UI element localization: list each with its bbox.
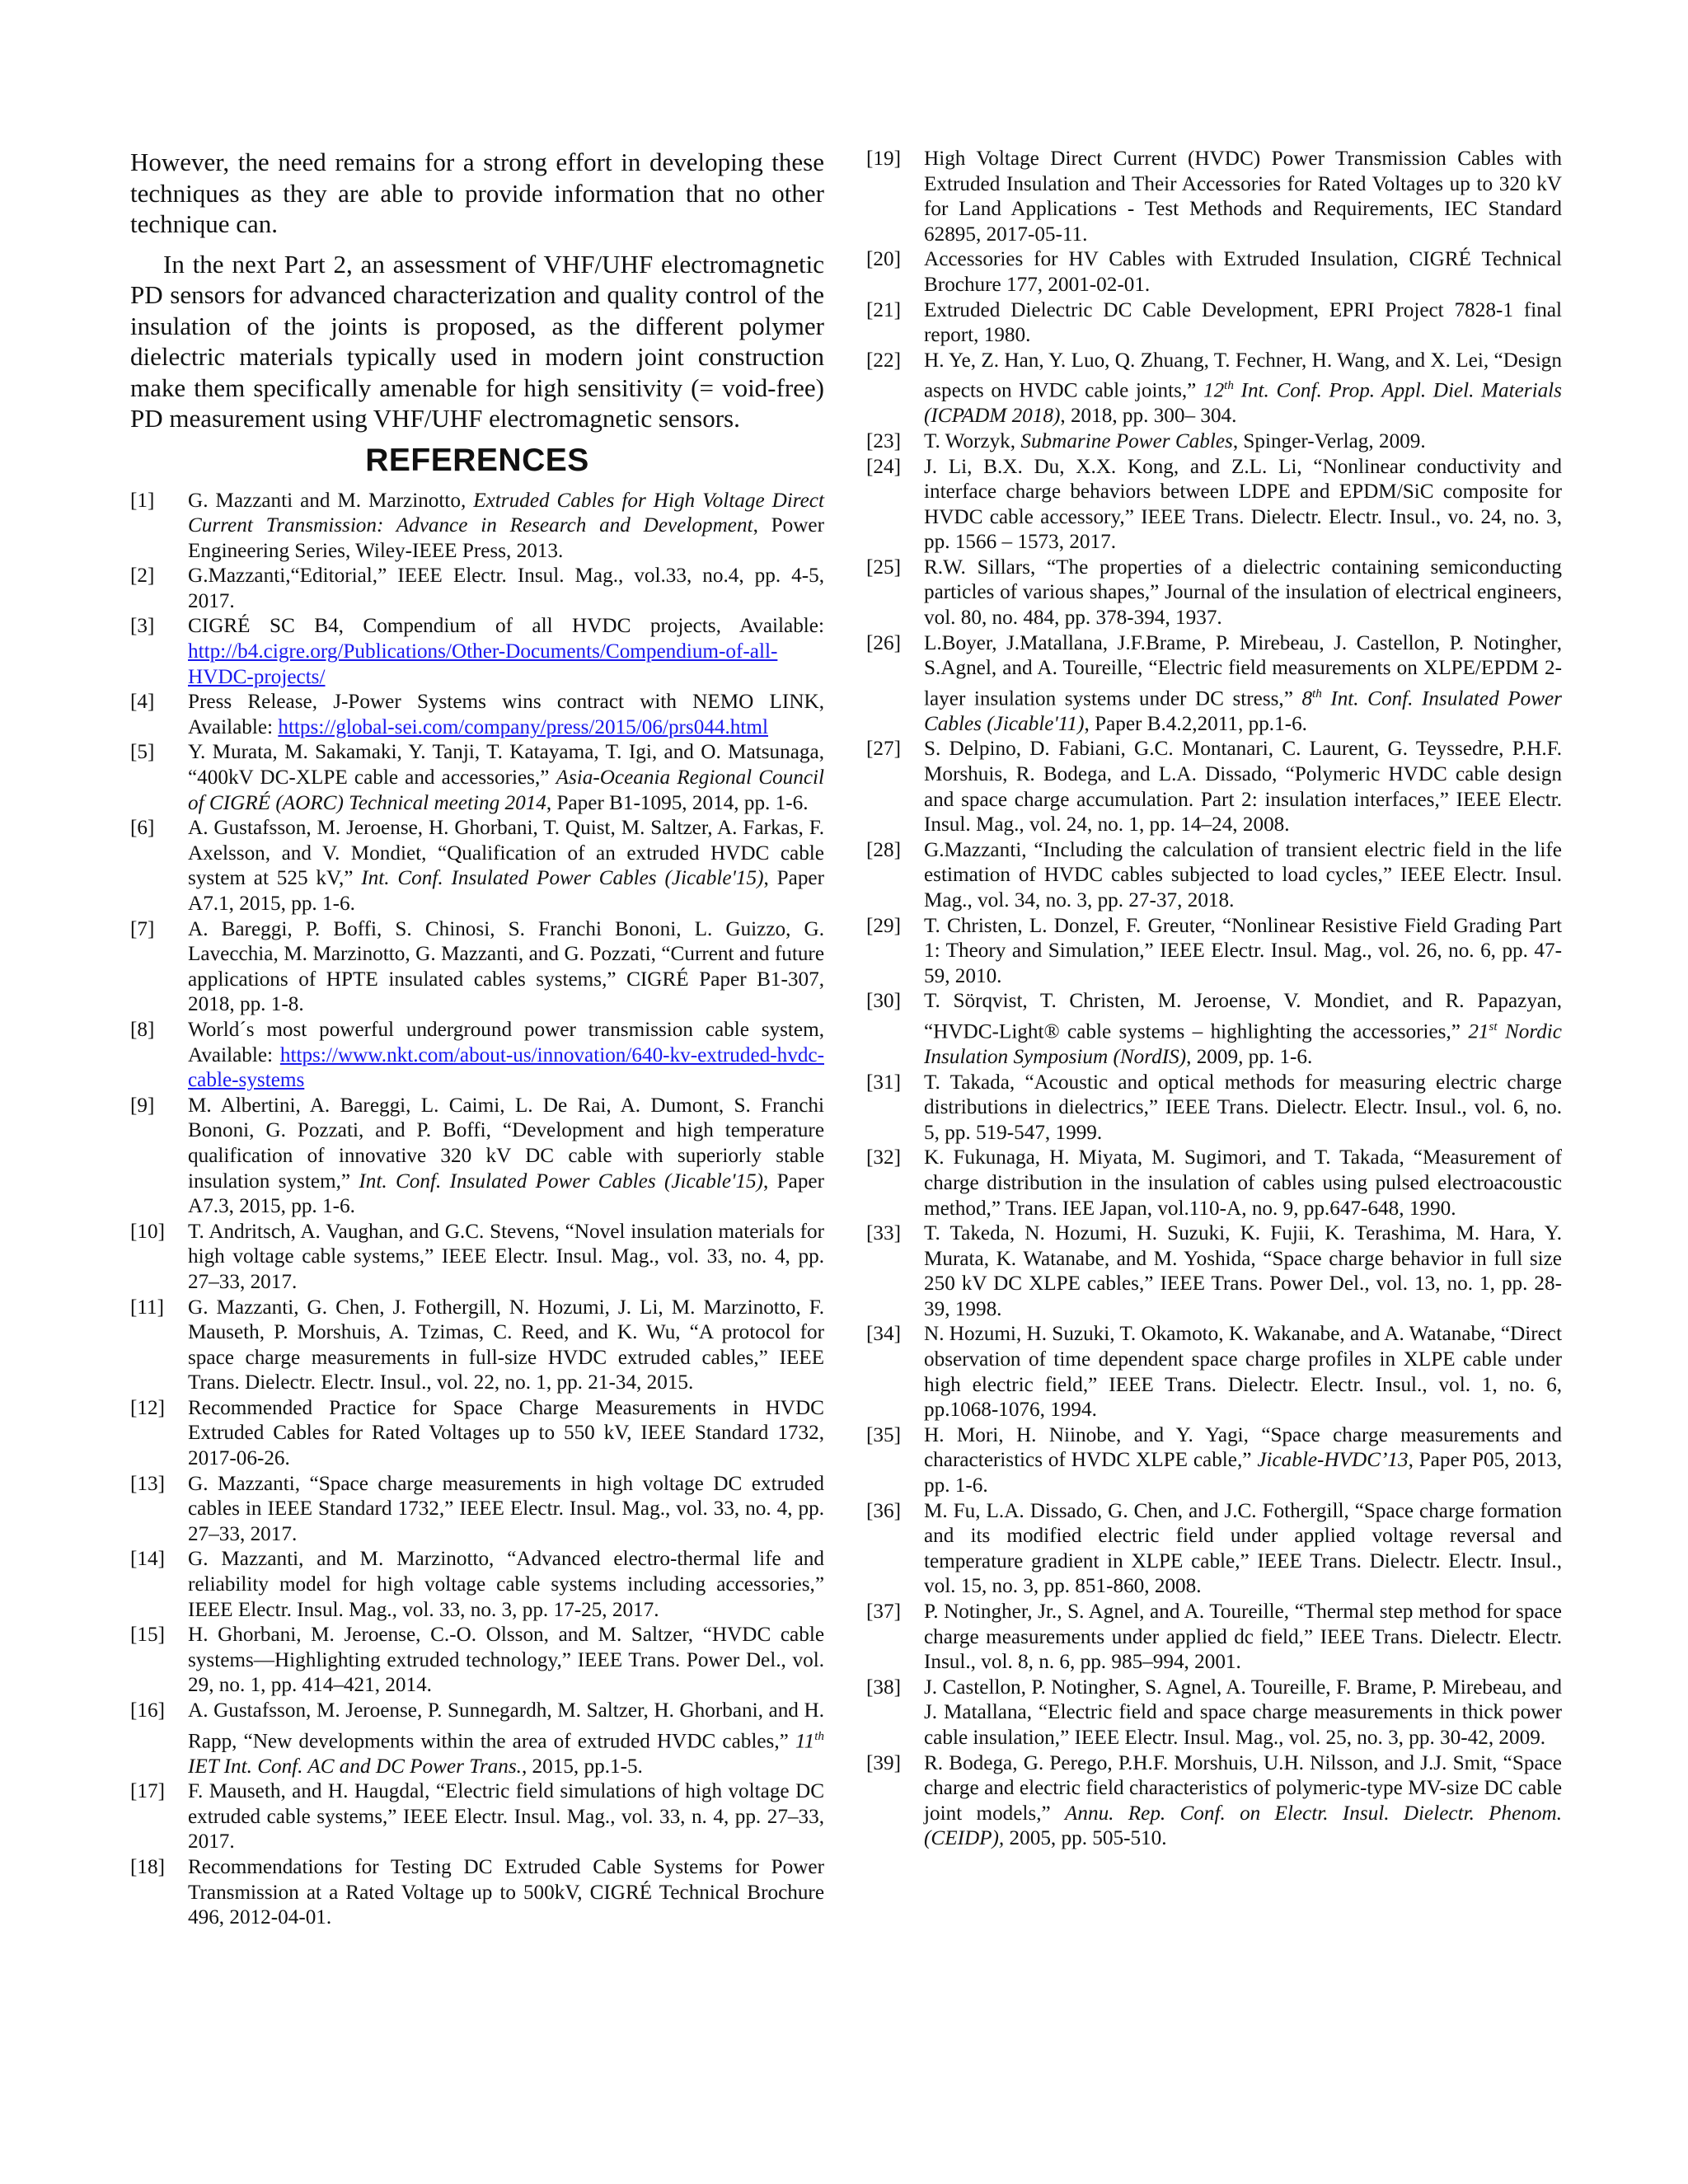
body-paragraph: However, the need remains for a strong effort in developing these techniques as they are able to provide information that no other technique can.	[130, 148, 824, 238]
reference-text	[924, 1423, 1562, 1499]
reference-fragment: H. Ghorbani, M. Jeroense, C.-O. Olsson, and M. Saltzer, “HVDC cable systems—Highlighting extruded technology,” IEEE Trans. Power Del., vol. 29, no. 1, pp. 414–421, 2014.	[188, 1624, 824, 1697]
italic-text: 8	[1301, 687, 1313, 710]
left-column	[130, 147, 824, 1931]
reference-fragment: M. Albertini, A. Bareggi, L. Caimi, L. De Rai, A. Dumont, S. Franchi Bononi, G. Pozzati, and P. Boffi, “Development and high temperature qualification of innovative 320 kV DC cable with superiorly stable insulation system,”	[188, 1094, 824, 1193]
reference-text	[924, 1675, 1562, 1751]
reference-text	[188, 740, 824, 816]
reference-text	[188, 917, 824, 1018]
reference-text	[924, 1600, 1562, 1675]
body-paragraph: In the next Part 2, an assessment of VHF/UHF electromagnetic PD sensors for advanced characterization and quality control of the insulation of the joints is proposed, as the different polymer dielectric materials typically used in modern joint construction make them specifically amenable for high sensitivity (= void-free) PD measurement using VHF/UHF electromagnetic sensors.	[130, 249, 824, 433]
reference-item	[866, 989, 1562, 1070]
reference-number: [21]	[866, 298, 901, 321]
reference-text	[188, 1623, 824, 1699]
reference-fragment: G. Mazzanti and M. Marzinotto	[188, 489, 461, 512]
reference-text	[924, 1751, 1562, 1852]
reference-fragment: J. Li, B.X. Du, X.X. Kong, and Z.L. Li, “Nonlinear conductivity and interface charge behaviors between LDPE and EPDM/SiC composite for HVDC cable accessory,” IEEE Trans. Dielectr. Electr. Insul., vo. 24, no. 3, pp. 1566 – 1573, 2017.	[924, 455, 1562, 554]
italic-text: Int. Conf. Insulated Power Cables (Jicable'11)	[924, 687, 1562, 735]
italic-text: , Extruded Cables for High Voltage Direct Current Transmission: Advance in Research and Development	[188, 489, 824, 537]
reference-text	[188, 1396, 824, 1472]
reference-number: [30]	[866, 990, 901, 1013]
reference-number: [22]	[866, 349, 901, 372]
reference-number: [7]	[130, 917, 155, 940]
reference-fragment: J. Castellon, P. Notingher, S. Agnel, A. Toureille, F. Brame, P. Mirebeau, and J. Matallana, “Electric field and space charge measurements in thick power cable insulation,” IEEE Electr. Insul. Mag., vol. 25, no. 3, pp. 30-42, 2009.	[924, 1675, 1562, 1749]
reference-text	[188, 1855, 824, 1931]
reference-fragment: T. Andritsch, A. Vaughan, and G.C. Stevens, “Novel insulation materials for high voltage cable systems,” IEEE Electr. Insul. Mag., vol. 33, no. 4, pp. 27–33, 2017.	[188, 1220, 824, 1293]
reference-text	[924, 989, 1562, 1070]
references-heading: REFERENCES	[365, 442, 589, 478]
reference-fragment: , Spinger-Verlag, 2009.	[1232, 429, 1426, 452]
reference-fragment: F. Mauseth, and H. Haugdal, “Electric field simulations of high voltage DC extruded cable systems,” IEEE Electr. Insul. Mag., vol. 33, n. 4, pp. 27–33, 2017.	[188, 1780, 824, 1854]
reference-fragment: , Paper P05, 2013, pp. 1-6.	[924, 1449, 1563, 1497]
reference-text	[924, 247, 1562, 298]
reference-fragment: Extruded Dielectric DC Cable Development, EPRI Project 7828-1 final report, 1980.	[924, 298, 1562, 347]
reference-item	[130, 1094, 824, 1220]
reference-item	[130, 816, 824, 916]
reference-item	[130, 1396, 824, 1472]
italic-text: Int. Conf. Insulated Power Cables (Jicable'15)	[359, 1169, 764, 1193]
superscript: th	[1224, 379, 1234, 393]
reference-fragment: T. Sörqvist, T. Christen, M. Jeroense, V. Mondiet, and R. Papazyan, “HVDC-Light® cable systems – highlighting the accessories,”	[924, 990, 1562, 1043]
reference-item	[866, 1146, 1562, 1221]
reference-item	[130, 917, 824, 1018]
italic-text: 12	[1203, 379, 1225, 402]
reference-item	[130, 1699, 824, 1779]
reference-number: [25]	[866, 555, 901, 579]
reference-text	[924, 147, 1562, 247]
reference-number: [26]	[866, 631, 901, 654]
reference-fragment: G. Mazzanti, G. Chen, J. Fothergill, N. Hozumi, J. Li, M. Marzinotto, F. Mauseth, P. Morshuis, A. Tzimas, C. Reed, and K. Wu, “A protocol for space charge measurements in full-size HVDC extruded cables,” IEEE Trans. Dielectr. Electr. Insul., vol. 22, no. 1, pp. 21-34, 2015.	[188, 1296, 824, 1394]
reference-number: [6]	[130, 817, 155, 840]
italic-text: Nordic Insulation Symposium (NordIS)	[924, 1020, 1562, 1068]
reference-fragment: , 2018, pp. 300– 304.	[1060, 405, 1237, 428]
reference-fragment: Press Release, J-Power Systems wins contract with NEMO LINK, Available:	[188, 691, 824, 738]
superscript: th	[814, 1729, 824, 1743]
reference-fragment: G.Mazzanti, “Including the calculation of transient electric field in the life estimation of HVDC cables subjected to load cycles,” IEEE Electr. Insul. Mag., vol. 34, no. 3, pp. 27-37, 2018.	[924, 838, 1562, 912]
italic-text: IET Int. Conf. AC and DC Power Trans.	[188, 1755, 522, 1778]
italic-text: 21	[1468, 1020, 1489, 1043]
reference-text	[924, 914, 1562, 990]
reference-number: [9]	[130, 1094, 155, 1117]
reference-fragment: G. Mazzanti, and M. Marzinotto, “Advanced electro-thermal life and reliability model for high voltage cable systems including accessories,” IEEE Electr. Insul. Mag., vol. 33, no. 3, pp. 17-25, 2017.	[188, 1548, 824, 1621]
reference-number: [18]	[130, 1855, 165, 1878]
reference-fragment: H. Mori, H. Niinobe, and Y. Yagi, “Space charge measurements and characteristics of HVDC XLPE cable,”	[924, 1423, 1562, 1472]
reference-number: [11]	[130, 1296, 165, 1319]
italic-text: ,	[715, 615, 721, 638]
reference-text	[188, 1699, 824, 1779]
reference-text	[188, 690, 824, 740]
reference-text	[188, 614, 824, 690]
reference-fragment: T. Takeda, N. Hozumi, H. Suzuki, K. Fujii, K. Terashima, M. Hara, Y. Murata, K. Watanabe, and M. Yoshida, “Space charge behavior in full size 250 kV DC XLPE cables,” IEEE Trans. Power Del., vol. 13, no. 1, pp. 28-39, 1998.	[924, 1222, 1562, 1320]
reference-text	[924, 737, 1562, 837]
reference-fragment: , Paper B1-1095, 2014, pp. 1-6.	[546, 791, 809, 814]
reference-item	[866, 737, 1562, 837]
reference-item	[130, 1018, 824, 1094]
reference-text	[924, 838, 1562, 914]
reference-number: [1]	[130, 489, 155, 512]
reference-fragment: H. Ye, Z. Han, Y. Luo, Q. Zhuang, T. Fechner, H. Wang, and X. Lei, “Design aspects on HVDC cable joints,”	[924, 349, 1562, 402]
reference-fragment: G. Mazzanti, “Space charge measurements in high voltage DC extruded cables in IEEE Standard 1732,” IEEE Electr. Insul. Mag., vol. 33, no. 4, pp. 27–33, 2017.	[188, 1472, 824, 1545]
reference-fragment: R.W. Sillars, “The properties of a dielectric containing semiconducting particles of various shapes,” Journal of the insulation of electrical engineers, vol. 80, no. 484, pp. 378-394, 1937.	[924, 555, 1562, 630]
reference-number: [33]	[866, 1222, 901, 1245]
reference-number: [12]	[130, 1396, 165, 1419]
reference-item	[130, 1220, 824, 1296]
reference-number: [24]	[866, 455, 901, 478]
reference-text	[188, 1220, 824, 1296]
reference-fragment: Y. Murata, M. Sakamaki, Y. Tanji, T. Katayama, T. Igi, and O. Matsunaga, “400kV DC-XLPE cable and accessories,”	[188, 741, 824, 790]
reference-item	[866, 429, 1562, 455]
reference-fragment: A. Gustafsson, M. Jeroense, H. Ghorbani, T. Quist, M. Saltzer, A. Farkas, F. Axelsson, and V. Mondiet, “Qualification of an extruded HVDC cable system at 525 kV,”	[188, 817, 824, 890]
reference-item	[866, 455, 1562, 555]
reference-number: [36]	[866, 1499, 901, 1522]
reference-number: [37]	[866, 1601, 901, 1624]
italic-text: Asia-Oceania Regional Council of CIGRÉ (AORC) Technical meeting 2014	[188, 766, 825, 814]
reference-item	[866, 1600, 1562, 1675]
reference-item	[866, 1675, 1562, 1751]
reference-number: [27]	[866, 738, 901, 761]
reference-fragment: World´s most powerful underground power transmission cable system, Available:	[188, 1018, 824, 1066]
reference-item	[866, 1751, 1562, 1852]
reference-text	[188, 1779, 824, 1855]
reference-number: [39]	[866, 1751, 901, 1774]
reference-item	[130, 740, 824, 816]
reference-item	[866, 1423, 1562, 1499]
reference-fragment: Available:	[720, 615, 824, 638]
reference-fragment: T. Worzyk,	[924, 429, 1021, 452]
reference-fragment: T. Takada, “Acoustic and optical methods for measuring electric charge distributions in dielectrics,” IEEE Trans. Dielectr. Electr. Insul., vol. 6, no. 5, pp. 519-547, 1999.	[924, 1071, 1562, 1144]
reference-item	[866, 349, 1562, 429]
reference-fragment: High Voltage Direct Current (HVDC) Power Transmission Cables with Extruded Insulation and Their Accessories for Rated Voltages up to 320 kV for Land Applications - Test Methods and Requirements, IEC Standard 62895, 2017-05-11.	[924, 148, 1562, 246]
reference-text	[188, 1547, 824, 1623]
reference-item	[866, 1499, 1562, 1600]
reference-number: [31]	[866, 1071, 901, 1094]
reference-text	[924, 298, 1562, 349]
reference-item	[866, 247, 1562, 298]
reference-number: [28]	[866, 838, 901, 861]
reference-item	[130, 1855, 824, 1931]
reference-item	[130, 1296, 824, 1396]
italic-text: Submarine Power Cables	[1020, 429, 1233, 452]
reference-text	[924, 1322, 1562, 1422]
reference-number: [8]	[130, 1018, 155, 1041]
reference-fragment: , Paper A7.3, 2015, pp. 1-6.	[188, 1169, 824, 1218]
reference-number: [15]	[130, 1624, 165, 1647]
reference-fragment: R. Bodega, G. Perego, P.H.F. Morshuis, U.H. Nilsson, and J.J. Smit, “Space charge and electric field characteristics of polymeric-type MV-size DC cable joint models,”	[924, 1751, 1562, 1825]
reference-number: [32]	[866, 1146, 901, 1169]
reference-text	[924, 555, 1562, 631]
reference-item	[130, 489, 824, 565]
reference-item	[866, 298, 1562, 349]
italic-text: Int. Conf. Prop. Appl. Diel. Materials (ICPADM 2018)	[924, 379, 1562, 428]
reference-fragment: , 2009, pp. 1-6.	[1186, 1045, 1313, 1068]
reference-item	[130, 1547, 824, 1623]
reference-fragment: Accessories for HV Cables with Extruded Insulation, CIGRÉ Technical Brochure 177, 2001-02-01.	[924, 248, 1562, 296]
reference-fragment: CIGRÉ SC B4, Compendium of all HVDC projects	[188, 615, 716, 638]
reference-fragment: G.Mazzanti,“Editorial,” IEEE Electr. Insul. Mag., vol.33, no.4, pp. 4-5, 2017.	[188, 565, 824, 612]
reference-link[interactable]: http://b4.cigre.org/Publications/Other-Documents/Compendium-of-all-HVDC-projects/	[188, 640, 778, 688]
reference-fragment: M. Fu, L.A. Dissado, G. Chen, and J.C. Fothergill, “Space charge formation and its modified electric field under applied voltage reversal and temperature gradient in XLPE cable,” IEEE Trans. Dielectr. Electr. Insul., vol. 15, no. 3, pp. 851-860, 2008.	[924, 1499, 1562, 1598]
reference-item	[130, 1779, 824, 1855]
reference-item	[866, 838, 1562, 914]
reference-item	[866, 1071, 1562, 1146]
reference-number: [35]	[866, 1423, 901, 1446]
reference-text	[188, 1472, 824, 1548]
italic-text: 11	[795, 1729, 815, 1752]
reference-text	[924, 429, 1562, 455]
reference-number: [23]	[866, 429, 901, 452]
reference-item	[866, 914, 1562, 990]
reference-item	[130, 564, 824, 614]
reference-number: [2]	[130, 565, 155, 588]
reference-text	[188, 1296, 824, 1396]
reference-number: [38]	[866, 1675, 901, 1699]
reference-item	[130, 690, 824, 740]
reference-text	[188, 564, 824, 614]
reference-text	[924, 349, 1562, 429]
reference-fragment: N. Hozumi, H. Suzuki, T. Okamoto, K. Wakanabe, and A. Watanabe, “Direct observation of time dependent space charge profiles in XLPE cable under high electric field,” IEEE Trans. Dielectr. Electr. Insul., vol. 1, no. 6, pp.1068-1076, 1994.	[924, 1323, 1562, 1422]
reference-item	[866, 631, 1562, 738]
italic-text: Int. Conf. Insulated Power Cables (Jicable'15)	[361, 867, 764, 890]
superscript: th	[1312, 687, 1322, 701]
reference-fragment: L.Boyer, J.Matallana, J.F.Brame, P. Mirebeau, J. Castellon, P. Notingher, S.Agnel, and A. Toureille, “Electric field measurements on XLPE/EPDM 2-layer insulation systems under DC stress,”	[924, 631, 1562, 710]
reference-number: [20]	[866, 248, 901, 271]
reference-list	[866, 147, 1562, 1852]
reference-fragment: T. Christen, L. Donzel, F. Greuter, “Nonlinear Resistive Field Grading Part 1: Theory and Simulation,” IEEE Electr. Insul. Mag., vol. 26, no. 6, pp. 47-59, 2010.	[924, 914, 1562, 987]
reference-number: [34]	[866, 1323, 901, 1346]
reference-text	[924, 455, 1562, 555]
reference-item	[866, 147, 1562, 247]
reference-text	[924, 1221, 1562, 1322]
reference-text	[188, 816, 824, 916]
reference-fragment: Recommended Practice for Space Charge Measurements in HVDC Extruded Cables for Rated Voltages up to 550 kV, IEEE Standard 1732, 2017-06-26.	[188, 1396, 824, 1470]
reference-link[interactable]: https://global-sei.com/company/press/2015/06/prs044.html	[278, 715, 768, 738]
reference-text	[924, 1499, 1562, 1600]
reference-fragment: , 2015, pp.1-5.	[521, 1755, 643, 1778]
reference-number: [16]	[130, 1699, 165, 1722]
reference-number: [13]	[130, 1472, 165, 1495]
reference-fragment: , Paper B.4.2,2011, pp.1-6.	[1084, 712, 1307, 735]
reference-fragment: , Power Engineering Series, Wiley-IEEE Press, 2013.	[188, 514, 824, 562]
reference-item	[866, 1322, 1562, 1422]
reference-number: [5]	[130, 741, 155, 764]
reference-fragment: K. Fukunaga, H. Miyata, M. Sugimori, and T. Takada, “Measurement of charge distribution in the insulation of cables using pulsed electroacoustic method,” Trans. IEE Japan, vol.110-A, no. 9, pp.647-648, 1990.	[924, 1146, 1562, 1220]
reference-item	[130, 1472, 824, 1548]
reference-link[interactable]: https://www.nkt.com/about-us/innovation/640-kv-extruded-hvdc-cable-systems	[188, 1043, 824, 1092]
reference-text	[188, 1094, 824, 1220]
superscript: st	[1489, 1019, 1498, 1033]
reference-fragment: A. Gustafsson, M. Jeroense, P. Sunnegardh, M. Saltzer, H. Ghorbani, and H. Rapp, “New developments within the area of extruded HVDC cables,”	[188, 1699, 824, 1752]
reference-fragment: 2005, pp. 505-510.	[1004, 1827, 1167, 1850]
right-column	[866, 147, 1562, 1852]
reference-number: [17]	[130, 1780, 165, 1803]
reference-item	[866, 1221, 1562, 1322]
reference-item	[130, 1623, 824, 1699]
reference-number: [4]	[130, 691, 155, 714]
reference-fragment: , Paper A7.1, 2015, pp. 1-6.	[188, 867, 824, 915]
reference-text	[924, 1071, 1562, 1146]
reference-list	[130, 489, 824, 1931]
reference-number: [14]	[130, 1548, 165, 1571]
reference-item	[866, 555, 1562, 631]
reference-fragment: Recommendations for Testing DC Extruded Cable Systems for Power Transmission at a Rated Voltage up to 500kV, CIGRÉ Technical Brochure 496, 2012-04-01.	[188, 1855, 824, 1929]
reference-number: [19]	[866, 148, 901, 170]
reference-text	[924, 631, 1562, 738]
reference-fragment: P. Notingher, Jr., S. Agnel, and A. Toureille, “Thermal step method for space charge measurements under applied dc field,” IEEE Trans. Dielectr. Electr. Insul., vol. 8, n. 6, pp. 985–994, 2001.	[924, 1601, 1562, 1674]
reference-text	[188, 489, 824, 565]
reference-number: [10]	[130, 1220, 165, 1243]
reference-fragment: S. Delpino, D. Fabiani, G.C. Montanari, C. Laurent, G. Teyssedre, P.H.F. Morshuis, R. Bodega, and L.A. Dissado, “Polymeric HVDC cable design and space charge accumulation. Part 2: insulation interfaces,” IEEE Electr. Insul. Mag., vol. 24, no. 1, pp. 14–24, 2008.	[924, 738, 1562, 837]
reference-item	[130, 614, 824, 690]
italic-text: Annu. Rep. Conf. on Electr. Insul. Dielectr. Phenom. (CEIDP),	[924, 1802, 1562, 1850]
reference-number: [29]	[866, 914, 901, 937]
reference-number: [3]	[130, 615, 155, 638]
reference-text	[188, 1018, 824, 1094]
reference-fragment: A. Bareggi, P. Boffi, S. Chinosi, S. Franchi Bononi, L. Guizzo, G. Lavecchia, M. Marzinotto, G. Mazzanti, and G. Pozzati, “Current and future applications of HPTE insulated cables systems,” CIGRÉ Paper B1-307, 2018, pp. 1-8.	[188, 917, 824, 1016]
reference-text	[924, 1146, 1562, 1221]
italic-text: Jicable-HVDC’13	[1257, 1449, 1409, 1472]
